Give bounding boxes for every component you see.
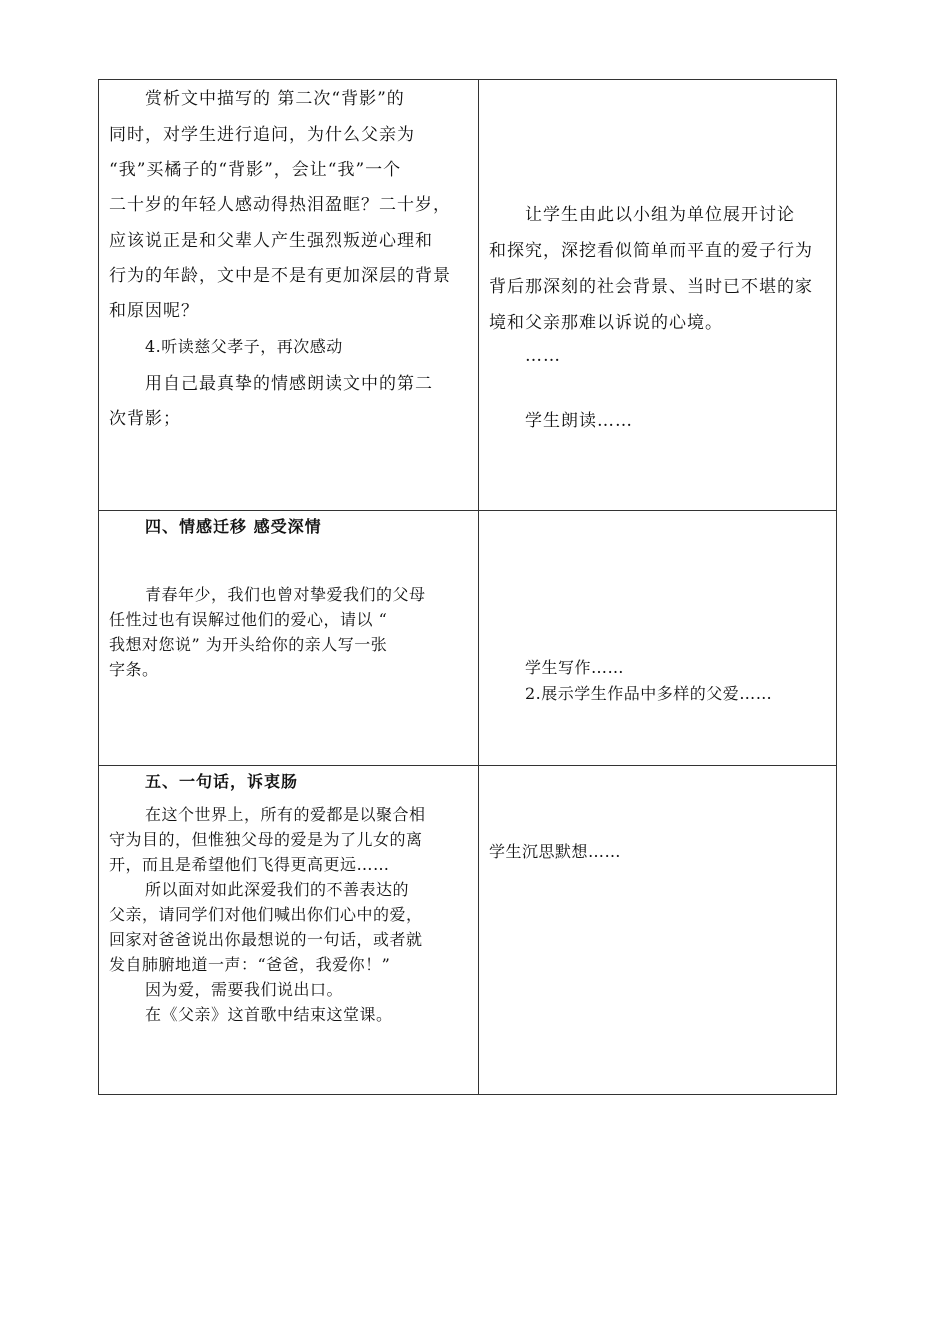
text-line: 用自己最真挚的情感朗读文中的第二 xyxy=(145,374,433,394)
table-row-section4 xyxy=(99,511,837,766)
text-line: 字条。 xyxy=(109,660,159,679)
table-row-section5 xyxy=(99,766,837,1095)
text-line: 父亲，请同学们对他们喊出你们心中的爱， xyxy=(109,905,423,924)
text-line: 学生沉思默想…… xyxy=(489,842,622,861)
text-line: 青春年少，我们也曾对挚爱我们的父母 xyxy=(145,585,426,604)
text-line: 回家对爸爸说出你最想说的一句话，或者就 xyxy=(109,930,423,949)
text-line: 发自肺腑地道一声：“爸爸，我爱你！” xyxy=(109,955,391,974)
section-heading: 四、情感迁移 感受深情 xyxy=(145,517,322,536)
text-line: 任性过也有误解过他们的爱心，请以 “ xyxy=(109,610,388,629)
student-cell-section5 xyxy=(479,766,837,1095)
text-line: 所以面对如此深爱我们的不善表达的 xyxy=(145,880,410,899)
activity-cell-section4 xyxy=(99,511,479,766)
text-line: 应该说正是和父辈人产生强烈叛逆心理和 xyxy=(109,231,433,251)
text-line: 我想对您说” 为开头给你的亲人写一张 xyxy=(109,635,388,654)
table-row-section3 xyxy=(99,80,837,511)
activity-cell-section3 xyxy=(99,80,479,511)
step-title: 4.听读慈父孝子，再次感动 xyxy=(145,337,343,356)
text-line: 和探究，深挖看似简单而平直的爱子行为 xyxy=(489,241,813,261)
text-line: 在这个世界上，所有的爱都是以聚合相 xyxy=(145,805,426,824)
student-cell-section3 xyxy=(479,80,837,511)
text-line: 学生写作…… xyxy=(525,658,625,677)
section-heading: 五、一句话，诉衷肠 xyxy=(145,772,299,791)
text-line: “我”买橘子的“背影”，会让“我”一个 xyxy=(109,160,402,180)
text-line: 境和父亲那难以诉说的心境。 xyxy=(489,313,723,333)
text-line: 在《父亲》这首歌中结束这堂课。 xyxy=(145,1005,393,1024)
text-line: 守为目的，但惟独父母的爱是为了儿女的离 xyxy=(109,830,423,849)
text-line: 学生朗读…… xyxy=(525,411,633,431)
text-line: 让学生由此以小组为单位展开讨论 xyxy=(525,205,795,225)
text-line: 同时，对学生进行追问，为什么父亲为 xyxy=(109,125,415,145)
text-line: 2.展示学生作品中多样的父爱…… xyxy=(525,684,773,703)
text-line: 因为爱，需要我们说出口。 xyxy=(145,980,344,999)
student-cell-section4 xyxy=(479,511,837,766)
text-line: 二十岁的年轻人感动得热泪盈眶？二十岁， xyxy=(109,195,451,215)
text-line: 背后那深刻的社会背景、当时已不堪的家 xyxy=(489,277,813,297)
ellipsis-text: …… xyxy=(525,346,561,366)
lesson-plan-table xyxy=(98,79,837,1095)
text-line: 赏析文中描写的 第二次“背影”的 xyxy=(145,89,405,109)
text-line: 行为的年龄，文中是不是有更加深层的背景 xyxy=(109,266,451,286)
text-line: 和原因呢？ xyxy=(109,301,199,321)
text-line: 次背影； xyxy=(109,409,181,429)
text-line: 开，而且是希望他们飞得更高更远…… xyxy=(109,855,390,874)
activity-cell-section5 xyxy=(99,766,479,1095)
